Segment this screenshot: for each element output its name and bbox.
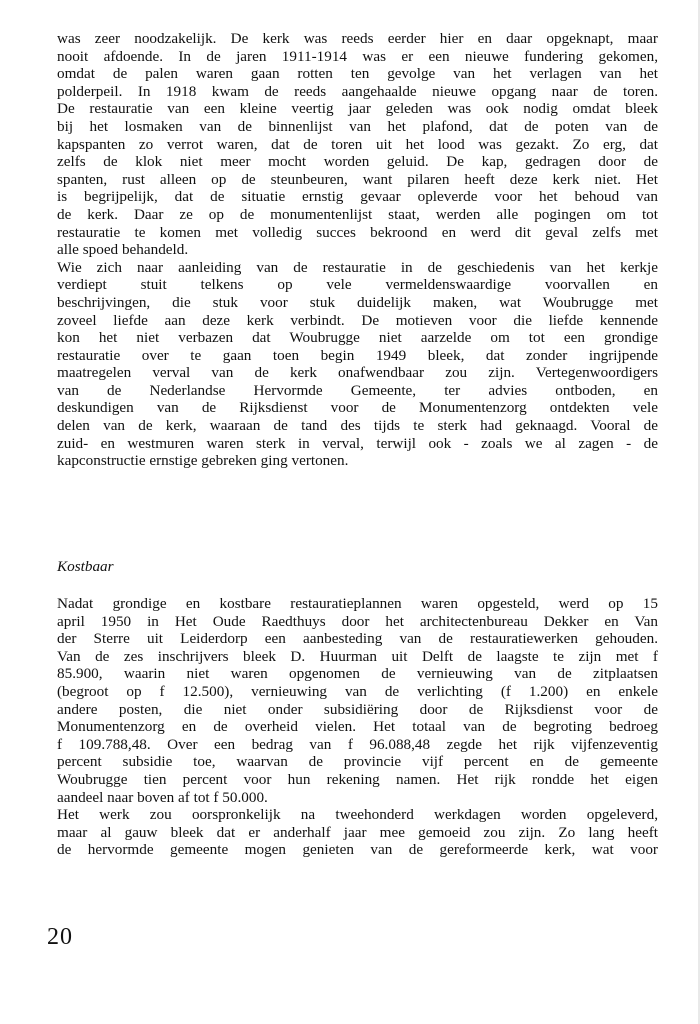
text-line: andere posten, die niet onder subsidiëring door de Rijksdienst voor de bbox=[57, 700, 658, 718]
text-line: restauratie over te gaan toen begin 1949 bleek, dat zonder ingrijpende bbox=[57, 346, 658, 364]
page-number: 20 bbox=[47, 924, 73, 950]
text-line: De restauratie van een kleine veertig jaar geleden was ook nodig omdat bleek bbox=[57, 100, 658, 118]
section-heading: Kostbaar bbox=[57, 558, 114, 575]
text-line: Wie zich naar aanleiding van de restauratie in de geschiedenis van het kerkje bbox=[57, 258, 658, 276]
text-line: zelfs de klok niet meer mocht worden geluid. De kap, gedragen door de bbox=[57, 153, 658, 171]
text-line: kon het niet verbazen dat Woubrugge niet aarzelde om tot een grondige bbox=[57, 329, 658, 347]
text-line: Het werk zou oorspronkelijk na tweehonderd werkdagen worden opgeleverd, bbox=[57, 806, 658, 824]
text-line: percent subsidie toe, waarvan de provincie vijf percent en de gemeente bbox=[57, 753, 658, 771]
text-line: was zeer noodzakelijk. De kerk was reeds eerder hier en daar opgeknapt, maar bbox=[57, 30, 658, 47]
paragraph-block-costs bbox=[57, 595, 658, 859]
text-line: van de Nederlandse Hervormde Gemeente, ter advies ontboden, en bbox=[57, 381, 658, 399]
text-line: (begroot op f 12.500), vernieuwing van de verlichting (f 1.200) en enkele bbox=[57, 682, 658, 700]
text-line: polderpeil. In 1918 kwam de reeds aangehaalde nieuwe opgang naar de toren. bbox=[57, 82, 658, 100]
text-line: 85.900, waarin niet waren opgenomen de vernieuwing van de zitplaatsen bbox=[57, 665, 658, 683]
text-line: alle spoed behandeld. bbox=[57, 241, 189, 259]
text-line: zuid- en westmuren waren sterk in verval, terwijl ook - zoals we al zagen - de bbox=[57, 434, 658, 452]
text-line: der Sterre uit Leiderdorp een aanbesteding van de restauratiewerken gehouden. bbox=[57, 630, 658, 648]
text-line: verdiept stuit telkens op vele vermeldenswaardige voorvallen en bbox=[57, 276, 658, 294]
text-line: Woubrugge tien percent voor hun rekening namen. Het rijk rondde het eigen bbox=[57, 770, 658, 788]
text-line: bij het losmaken van de binnenlijst van het plafond, dat de poten van de bbox=[57, 117, 658, 135]
text-line: Nadat grondige en kostbare restauratieplannen waren opgesteld, werd op 15 bbox=[57, 595, 658, 612]
paragraph-block-restoration bbox=[57, 30, 658, 470]
text-line: aandeel naar boven af tot f 50.000. bbox=[57, 788, 268, 806]
text-line: maar al gauw bleek dat er anderhalf jaar mee gemoeid zou zijn. Zo lang heeft bbox=[57, 823, 658, 841]
text-line: de hervormde gemeente mogen genieten van de gereformeerde kerk, wat voor bbox=[57, 841, 658, 859]
text-line: kapspanten zo verrot waren, dat de toren uit het lood was gezakt. Zo erg, dat bbox=[57, 135, 658, 153]
text-line: omdat de palen waren gaan rotten ten gevolge van het verlagen van het bbox=[57, 65, 658, 83]
text-line: deskundigen van de Rijksdienst voor de Monumentenzorg ontdekten vele bbox=[57, 399, 658, 417]
text-line: Van de zes inschrijvers bleek D. Huurman uit Delft de laagste te zijn met f bbox=[57, 647, 658, 665]
text-line: f 109.788,48. Over een bedrag van f 96.088,48 zegde het rijk vijfenzeventig bbox=[57, 735, 658, 753]
text-line: is begrijpelijk, dat de situatie ernstig gevaar opleverde voor het behoud van bbox=[57, 188, 658, 206]
text-line: Monumentenzorg en de overheid vielen. Het totaal van de begroting bedroeg bbox=[57, 718, 658, 736]
text-line: delen van de kerk, waaraan de tand des tijds te sterk had geknaagd. Vooral de bbox=[57, 417, 658, 435]
text-line: restauratie te komen met volledig succes bekroond en werd dit geval zelfs met bbox=[57, 223, 658, 241]
text-line: beschrijvingen, die stuk voor stuk duidelijk maken, wat Woubrugge met bbox=[57, 293, 658, 311]
text-line: april 1950 in Het Oude Raedthuys door het architectenbureau Dekker en Van bbox=[57, 612, 658, 630]
text-line: de kerk. Daar ze op de monumentenlijst staat, werden alle pogingen om tot bbox=[57, 205, 658, 223]
text-line: spanten, rust alleen op de steunbeuren, want pilaren heeft deze kerk niet. Het bbox=[57, 170, 658, 188]
text-line: maatregelen verval van de kerk onafwendbaar zou zijn. Vertegenwoordigers bbox=[57, 364, 658, 382]
text-line: kapconstructie ernstige gebreken ging vertonen. bbox=[57, 452, 349, 470]
text-line: nooit afdoende. In de jaren 1911-1914 was er een nieuwe fundering gekomen, bbox=[57, 47, 658, 65]
text-line: zoveel liefde aan deze kerk verbindt. De motieven voor die liefde kennende bbox=[57, 311, 658, 329]
